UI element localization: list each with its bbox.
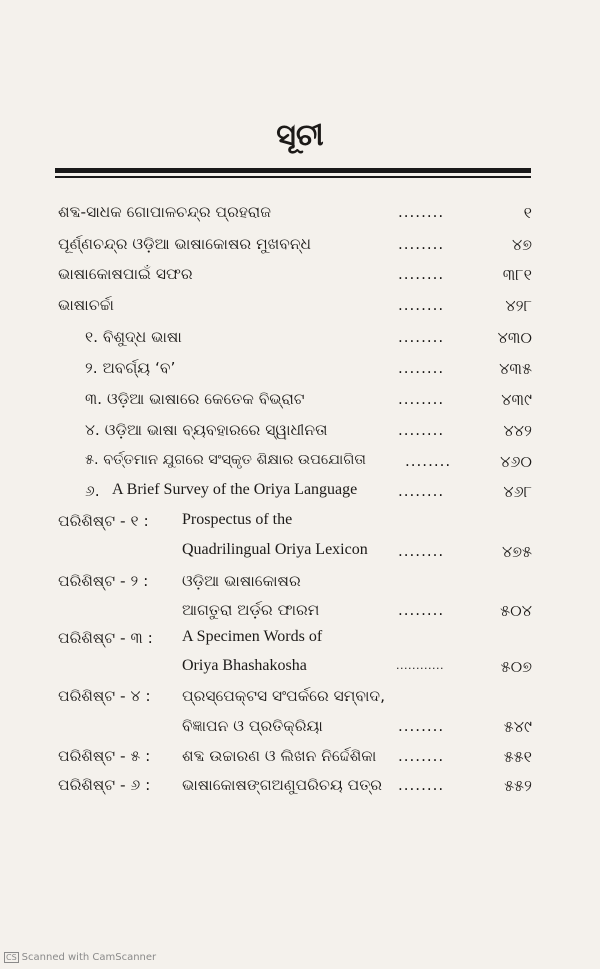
toc-entry-page: ୪୨୮ — [505, 296, 532, 315]
appendix-title-line1: ଶବ୍ଦ ଉଚ୍ଚାରଣ ଓ ଲିଖନ ନିର୍ଦ୍ଦେଶିକା — [182, 747, 377, 765]
toc-entry-dots: ........ — [398, 482, 445, 500]
toc-entry-page: ୫୫୧ — [503, 747, 532, 766]
toc-entry-dots: ........ — [405, 452, 452, 470]
appendix-title-line2: ବିଜ୍ଞାପନ ଓ ପ୍ରତିକ୍ରିୟା — [182, 717, 323, 735]
toc-entry-page: ୪୬୦ — [500, 452, 532, 471]
appendix-label: ପରିଶିଷ୍ଟ - ୫ : — [58, 747, 151, 765]
toc-entry-page: ୪୩୦ — [497, 328, 532, 347]
toc-entry-dots: ........ — [398, 296, 445, 314]
toc-entry-page: ୫୪୯ — [503, 717, 532, 736]
toc-entry-dots: ........ — [398, 235, 445, 253]
toc-entry-dots: ........ — [398, 717, 445, 735]
title-rule-thick — [55, 168, 531, 173]
toc-subentry-title: ୫. ବର୍ତ୍ତମାନ ଯୁଗରେ ସଂସ୍କୃତ ଶିକ୍ଷାର ଉପଯୋଗିତା — [85, 452, 366, 468]
toc-entry-title: ଶବ୍ଦ-ସାଧକ ଗୋପାଳଚନ୍ଦ୍ର ପ୍ରହରାଜ — [58, 203, 271, 221]
toc-entry-dots: ........ — [398, 601, 445, 619]
appendix-title-line1: ପ୍ରସ୍ପେକ୍ଟସ ସଂପର୍କରେ ସମ୍ବାଦ, — [182, 687, 386, 705]
toc-entry-page: ୪୬୮ — [503, 482, 532, 501]
toc-entry-page: ୫୦୭ — [500, 657, 532, 676]
toc-entry-page: ୧ — [523, 203, 532, 222]
appendix-label: ପରିଶିଷ୍ଟ - ୬ : — [58, 776, 151, 794]
toc-entry-page: ୪୩୫ — [499, 359, 532, 378]
toc-entry-dots: ........ — [398, 747, 445, 765]
watermark-text: Scanned with CamScanner — [21, 952, 157, 963]
toc-entry-dots: ........ — [398, 390, 445, 408]
toc-entry-title: ପୂର୍ଣ୍ଣଚନ୍ଦ୍ର ଓଡ଼ିଆ ଭାଷାକୋଷର ମୁଖବନ୍ଧ — [58, 235, 312, 253]
appendix-title-line1: ଓଡ଼ିଆ ଭାଷାକୋଷର — [182, 572, 301, 590]
scanner-watermark — [4, 952, 156, 963]
toc-subentry-title: ୧. ବିଶୁଦ୍ଧ ଭାଷା — [85, 328, 182, 346]
camscanner-logo-icon: CS — [6, 953, 17, 962]
toc-entry-dots: ........ — [398, 265, 445, 283]
toc-entry-page: ୪୭୫ — [501, 542, 532, 561]
title-rule-thin — [55, 176, 531, 178]
toc-entry-dots: ........ — [398, 203, 445, 221]
toc-entry-dots: ........ — [398, 776, 445, 794]
appendix-label: ପରିଶିଷ୍ଟ - ୨ : — [58, 572, 149, 590]
appendix-title-line1: Prospectus of the — [182, 511, 293, 528]
toc-subentry-title: A Brief Survey of the Oriya Language — [112, 481, 358, 498]
toc-entry-page: ୫୦୪ — [500, 601, 532, 620]
appendix-title-line2: Quadrilingual Oriya Lexicon — [182, 541, 368, 558]
toc-entry-title: ଭାଷାକୋଷପାଇଁ ସଫର — [58, 265, 193, 283]
toc-entry-page: ୫୫୨ — [504, 776, 532, 795]
toc-entry-title: ଭାଷାଚର୍ଚ୍ଚା — [58, 296, 114, 314]
toc-entry-page: ୪୩୯ — [501, 390, 532, 409]
appendix-title-line1: A Specimen Words of — [182, 628, 323, 645]
toc-entry-dots: ........ — [398, 359, 445, 377]
toc-subentry-title: ୩. ଓଡ଼ିଆ ଭାଷାରେ କେତେକ ବିଭ୍ରାଟ — [85, 390, 305, 408]
appendix-label: ପରିଶିଷ୍ଟ - ୪ : — [58, 687, 151, 705]
page-title: ସୂଚୀ — [276, 118, 324, 153]
toc-entry-page: ୩୮୧ — [502, 265, 532, 284]
toc-entry-page: ୪୭ — [511, 235, 532, 254]
toc-entry-dots: ............ — [396, 659, 444, 672]
appendix-title-line2: ଆଗତୁରା ଅର୍ଡ଼ର ଫାରମ — [182, 601, 320, 619]
toc-subentry-title: ୪. ଓଡ଼ିଆ ଭାଷା ବ୍ୟବହାରରେ ସ୍ୱାଧୀନତା — [85, 421, 328, 439]
toc-entry-page: ୪୪୨ — [503, 421, 532, 440]
appendix-label: ପରିଶିଷ୍ଟ - ୧ : — [58, 512, 149, 530]
appendix-title-line1: ଭାଷାକୋଷଙ୍ଗଅଣୁପରିଚୟ ପତ୍ର — [182, 776, 383, 794]
toc-subentry-number: ୬. — [85, 482, 100, 500]
toc-entry-dots: ........ — [398, 542, 445, 560]
toc-subentry-title: ୨. ଅବର୍ଗ୍ୟ ‘ବ’ — [85, 359, 176, 377]
toc-entry-dots: ........ — [398, 328, 445, 346]
toc-entry-dots: ........ — [398, 421, 445, 439]
appendix-label: ପରିଶିଷ୍ଟ - ୩ : — [58, 629, 153, 647]
appendix-title-line2: Oriya Bhashakosha — [182, 657, 307, 674]
